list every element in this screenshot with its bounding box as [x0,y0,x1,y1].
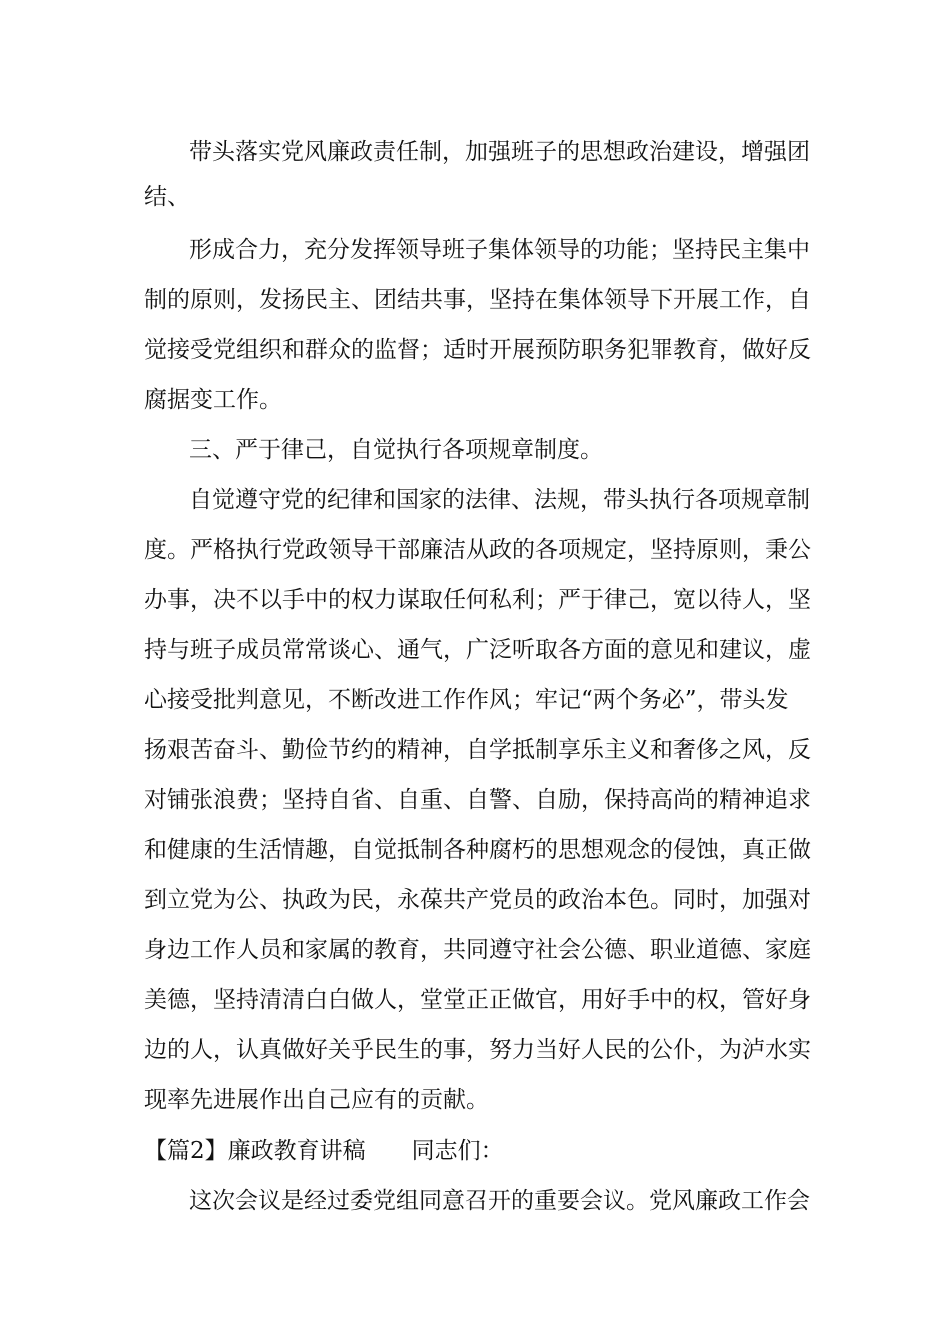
text-line: 这次会议是经过委党组同意召开的重要会议。党风廉政工作会 [189,1188,810,1214]
text-line: 现率先进展作出自己应有的贡献。 [144,1087,489,1113]
text-line: 办事，决不以手中的权力谋取任何私利；严于律己，宽以待人，坚 [144,587,811,613]
text-line: 腐据变工作。 [144,387,282,413]
text-line: 觉接受党组织和群众的监督；适时开展预防职务犯罪教育，做好反 [144,337,811,363]
text-line: 扬艰苦奋斗、勤俭节约的精神，自学抵制享乐主义和奢侈之风，反 [144,737,811,763]
text-line: 身边工作人员和家属的教育，共同遵守社会公德、职业道德、家庭 [144,937,811,963]
text-line: 对铺张浪费；坚持自省、自重、自警、自励，保持高尚的精神追求 [144,787,811,813]
text-line: 自觉遵守党的纪律和国家的法律、法规，带头执行各项规章制 [189,487,810,513]
text-line: 制的原则，发扬民主、团结共事，坚持在集体领导下开展工作，自 [144,287,811,313]
text-line: 形成合力，充分发挥领导班子集体领导的功能；坚持民主集中 [189,237,810,263]
text-line: 美德，坚持清清白白做人，堂堂正正做官，用好手中的权，管好身 [144,987,811,1013]
text-line: 心接受批判意见，不断改进工作作风；牢记“两个务必”，带头发 [144,687,789,713]
text-line: 和健康的生活情趣，自觉抵制各种腐朽的思想观念的侵蚀，真正做 [144,837,811,863]
text-line: 持与班子成员常常谈心、通气，广泛听取各方面的意见和建议，虚 [144,637,811,663]
text-line: 边的人，认真做好关乎民生的事，努力当好人民的公仆，为泸水实 [144,1037,811,1063]
section-heading: 三、严于律己，自觉执行各项规章制度。 [189,437,603,463]
text-line: 度。严格执行党政领导干部廉洁从政的各项规定，坚持原则，秉公 [144,537,811,563]
text-line: 带头落实党风廉政责任制，加强班子的思想政治建设，增强团 [189,139,810,165]
section-heading: 【篇2】廉政教育讲稿 同志们： [144,1138,504,1164]
text-line: 到立党为公、执政为民，永葆共产党员的政治本色。同时，加强对 [144,887,811,913]
text-line: 结、 [144,184,190,210]
